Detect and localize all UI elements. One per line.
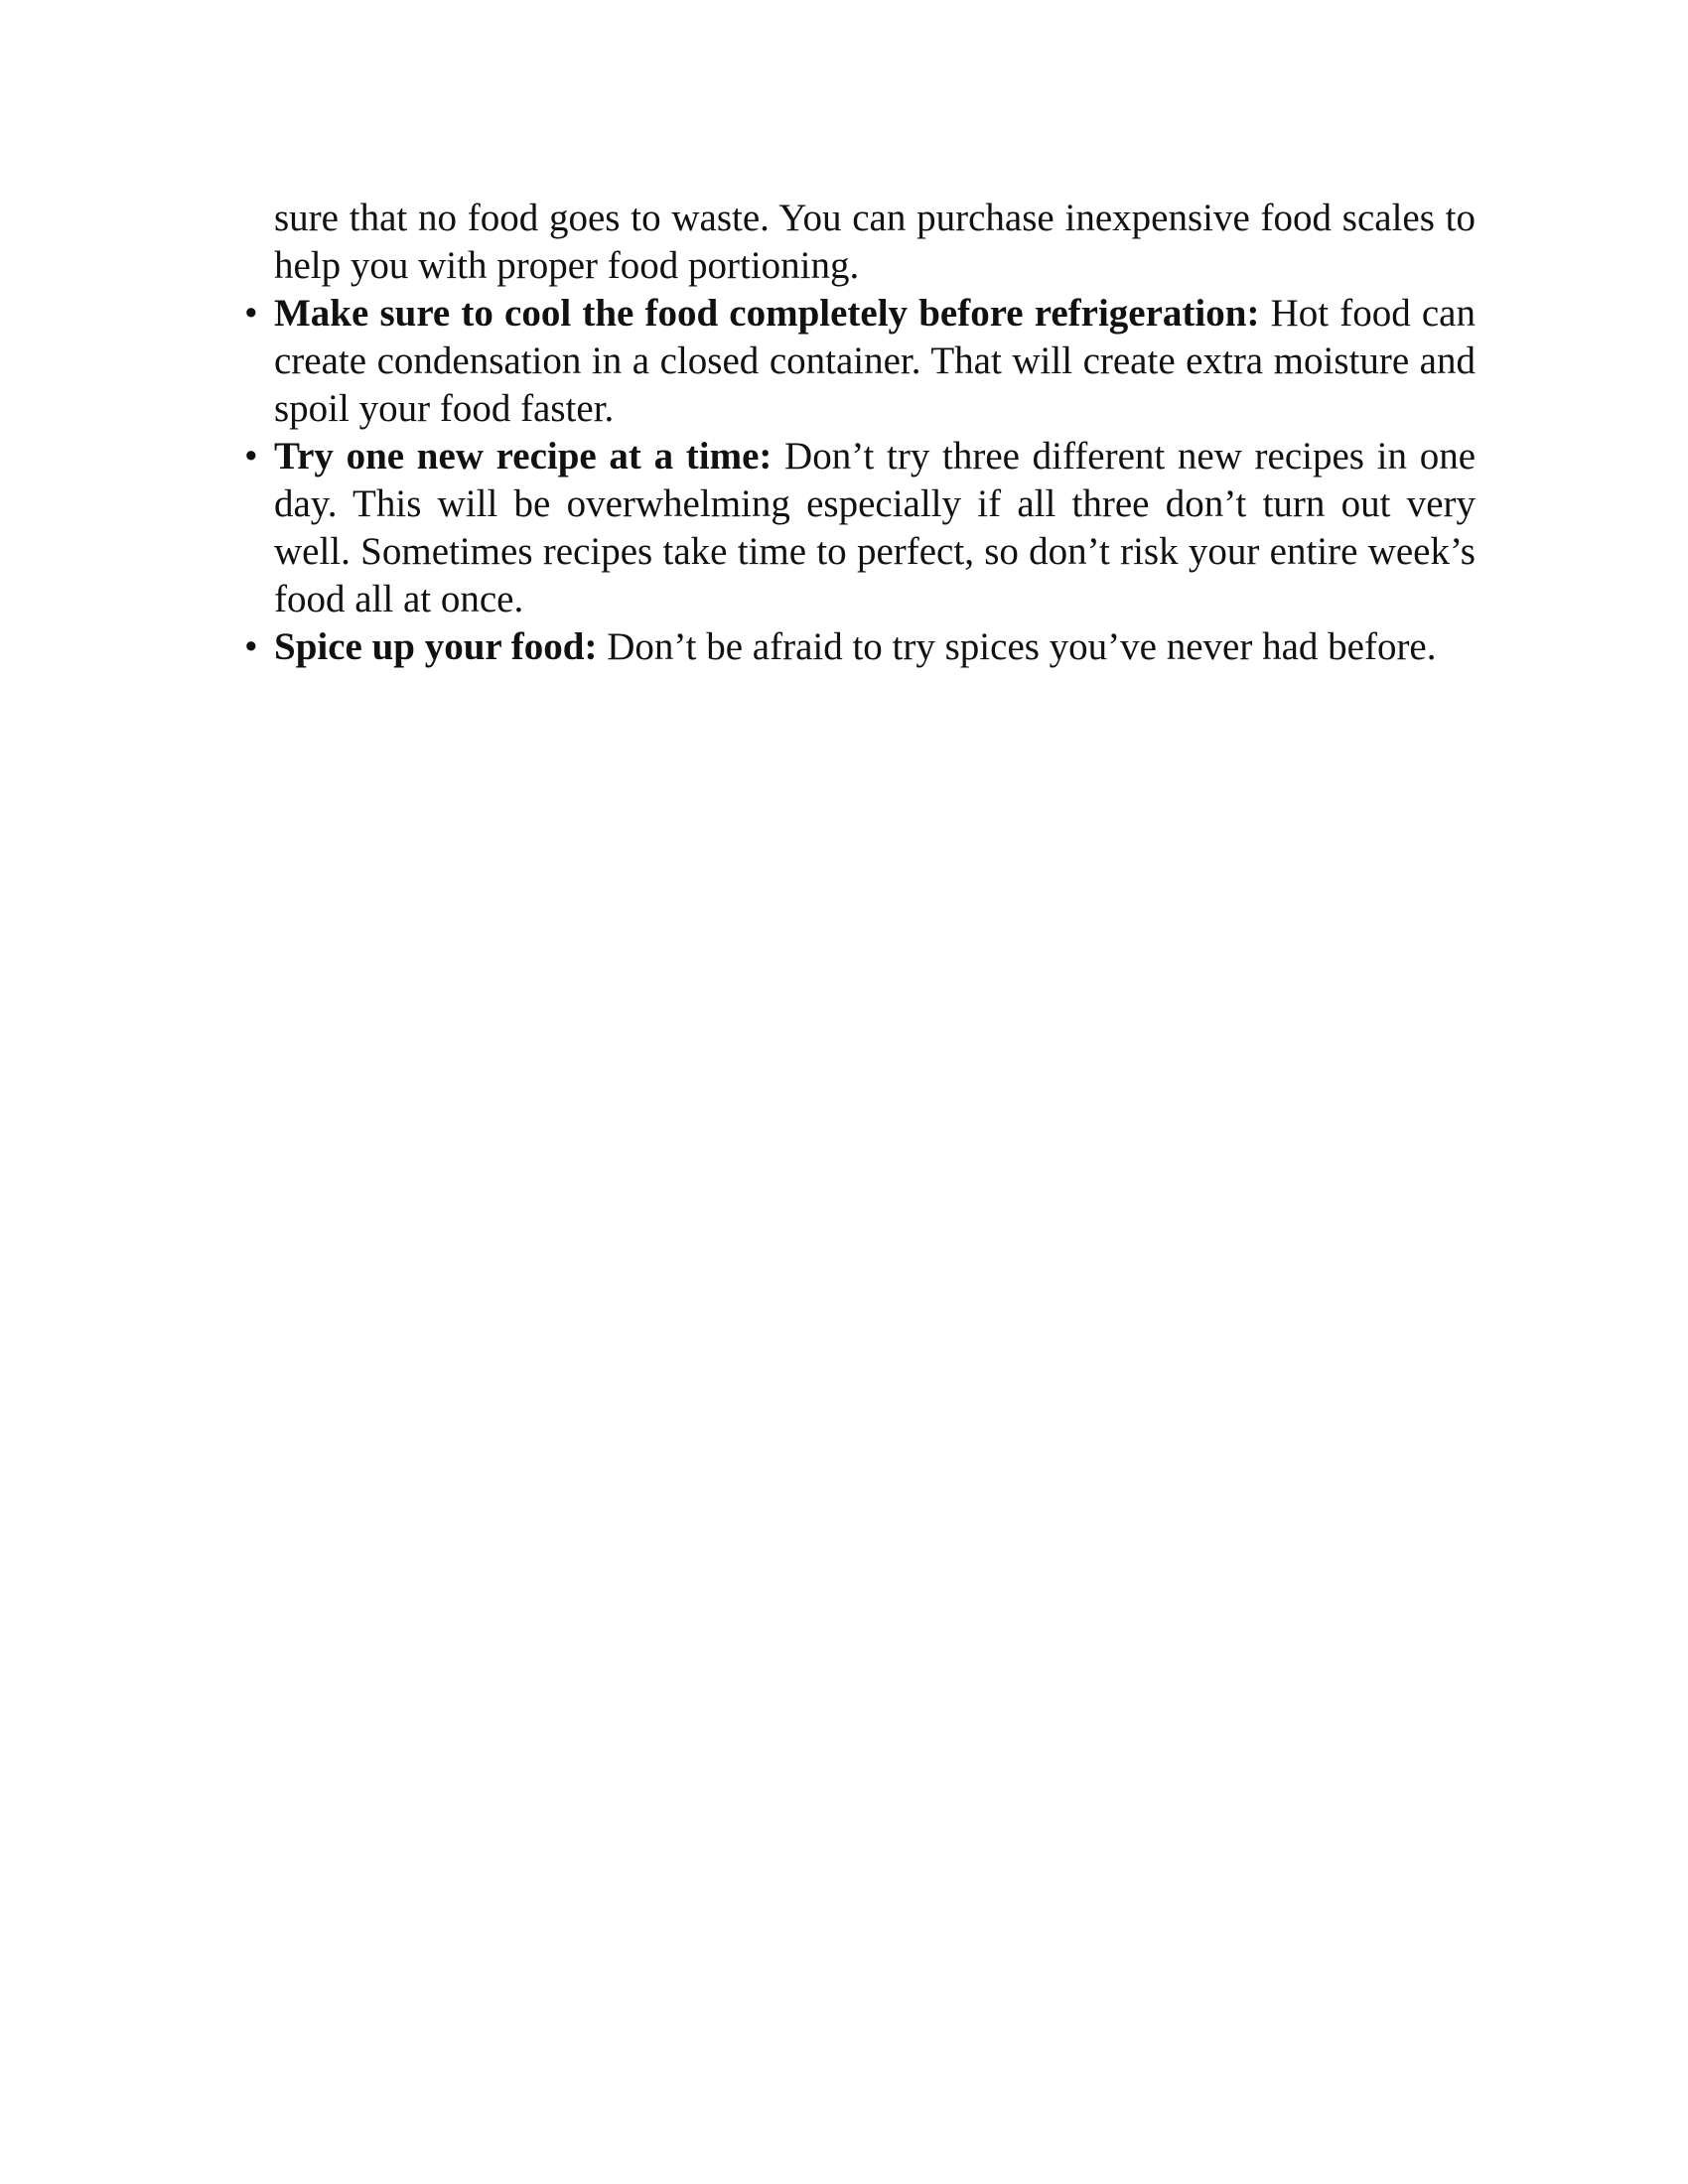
list-item-cool-food (238, 290, 1476, 433)
continuation-paragraph: sure that no food goes to waste. You can purchase inexpensive food scales to help you with proper food portioning. (274, 197, 1476, 287)
list-item-spice-up (238, 623, 1476, 671)
bullet-icon: • (244, 435, 258, 478)
list-item-heading: Try one new recipe at a time: (274, 435, 773, 478)
list-item-one-recipe (238, 433, 1476, 623)
list-item-text: Hot food can create condensation in a closed container. That will create extra moisture and spoil your food faster. (274, 292, 1476, 430)
bullet-icon: • (244, 625, 258, 668)
list-item-text: Don’t be afraid to try spices you’ve never had before. (597, 625, 1437, 668)
bullet-icon: • (244, 292, 258, 335)
list-item-text: Don’t try three different new recipes in one day. This will be overwhelming especially if all three don’t turn out very well. Sometimes recipes take time to perfect, so don’t risk your entire week’s food all at once. (274, 435, 1477, 620)
page-body (238, 195, 1476, 671)
list-item-heading: Make sure to cool the food completely before refrigeration: (274, 292, 1260, 335)
list-item-heading: Spice up your food: (274, 625, 598, 668)
